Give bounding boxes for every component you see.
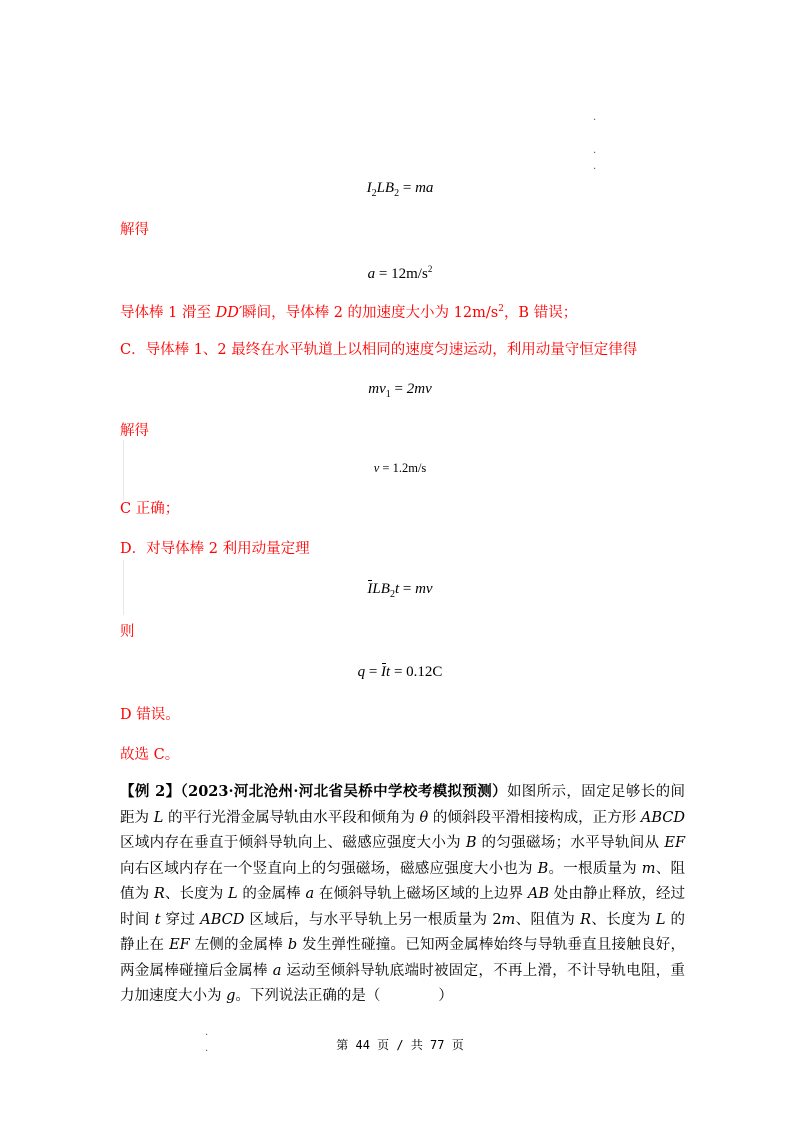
text-segment: 在倾斜导轨上磁场区域的上边界 [314,886,528,902]
eq-value: 1.2m/s [392,461,427,475]
text-symbol: EF [169,937,190,953]
line-answer: 故选 C。 [120,747,180,763]
eq-operator: = [390,381,407,397]
text-segment: 左侧的金属棒 [189,937,288,953]
text-segment: 发生弹性碰撞。已知两金属棒始终与导轨垂直且接触良好，两金属棒碰撞后金属棒 [120,937,686,979]
eq-symbol: mv [368,381,386,397]
text-segment: 、长度为 [591,911,656,928]
scan-dot: · [205,1046,209,1057]
text-segment: 区域内存在垂直于倾斜导轨向上、磁感应强度大小为 [120,835,466,851]
text-symbol: ABCD [200,911,245,928]
eq-subscript: 2 [371,188,377,199]
text-segment: 、阻值为 [120,860,686,902]
text-superscript: 2 [498,304,504,314]
text-segment: ，B 错误； [503,304,578,321]
eq-operator: = [379,461,393,475]
eq-operator: = [375,266,392,282]
page-footer: 第 44 页 / 共 77 页 [336,1038,464,1052]
text-symbol: B [537,860,549,877]
eq-symbol: L [376,180,385,196]
text-segment: 的金属棒 [237,886,306,902]
eq-operator: = [365,664,382,680]
text-segment: 的平行光滑金属导轨由水平段和倾角为 [163,809,420,826]
equation-momentum [0,379,800,405]
eq-subscript: 1 [385,389,391,400]
text-symbol: a [305,886,315,902]
eq-symbol: I [366,180,372,196]
label-solve: 解得 [120,423,149,439]
text-segment: 的倾斜段平滑相接构成，正方形 [428,809,641,826]
text-symbol: L [655,911,666,928]
text-segment: 如图所示，固定足够长的间距为 [120,784,685,826]
text-segment: 向右区域内存在一个竖直向上的匀强磁场，磁感应强度大小也为 [120,860,538,877]
eq-value: 12m/s [391,266,428,282]
eq-superscript: 2 [427,264,433,274]
equation-velocity [0,458,800,478]
text-symbol: m [501,911,516,928]
equation-acceleration [0,259,800,284]
scan-dot: · [593,164,597,175]
text-segment: 的匀强磁场；水平导轨间从 [476,835,665,851]
text-segment: 运动至倾斜导轨底端时被固定，不再上滑，不计导轨电阻，重力加速度大小为 [120,962,685,1004]
text-segment: 。一根质量为 [548,860,642,877]
scan-dot: · [593,115,597,126]
eq-symbol-average: I [381,664,387,680]
eq-symbol: t [386,664,391,680]
eq-symbol: 2mv [406,381,432,397]
eq-symbol: a [367,266,376,282]
text-symbol: a [272,962,282,979]
line-option-b [120,299,577,323]
eq-value: 0.12C [406,664,443,680]
text-symbol: R [153,886,165,902]
text-segment: 的静止在 [120,911,686,953]
eq-symbol: B [384,180,395,196]
eq-operator: = [399,581,416,597]
text-symbol: b [287,937,298,953]
line-d-wrong: D 错误。 [120,707,180,723]
text-symbol: L [153,809,164,826]
equation-charge [0,662,800,682]
text-symbol: g [226,988,236,1004]
line-c-correct: C 正确； [120,501,180,517]
text-symbol: θ [419,809,429,826]
scan-dot: · [593,148,597,159]
text-symbol: m [641,860,656,877]
equation-impulse [0,579,800,605]
text-segment: 、长度为 [164,886,229,902]
line-option-d: D．对导体棒 2 利用动量定理 [120,541,310,557]
text-segment: 导体棒 1 滑至 [120,304,216,321]
text-segment: 穿过 [160,911,201,928]
eq-symbol: v [373,461,380,475]
line-option-c: C．导体棒 1、2 最终在水平轨道上以相同的速度匀速运动，利用动量守恒定律得 [120,342,638,358]
eq-operator: = [390,664,407,680]
eq-subscript: 2 [389,589,395,600]
text-segment: 、阻值为 [515,911,581,928]
scan-dot: · [205,1030,209,1041]
text-symbol: B [465,835,477,851]
text-symbol: L [228,886,238,902]
text-symbol: EF [664,835,686,851]
eq-subscript: 2 [394,188,400,199]
eq-operator: = [399,180,416,196]
text-segment: 区域后，与水平导轨上另一根质量为 2 [244,911,502,928]
eq-symbol: t [394,581,400,597]
eq-symbol: LB [372,581,390,597]
label-solve: 解得 [120,222,149,238]
label-then: 则 [120,624,135,640]
text-segment: 处由静止释放，经过时间 [120,886,686,928]
text-symbol: AB [527,886,550,902]
text-segment: 。下列说法正确的是（ ） [235,988,453,1004]
text-symbol: t [154,911,161,928]
eq-symbol-average: I [367,581,373,597]
text-symbol: DD′ [215,304,243,321]
example-problem [120,779,685,1010]
example-heading: 【例 2】（2023·河北沧州·河北省吴桥中学校考模拟预测） [120,783,507,800]
eq-symbol: q [357,664,366,680]
equation-force [0,178,800,204]
text-symbol: R [580,911,592,928]
eq-symbol: mv [415,581,433,597]
text-segment: 瞬间，导体棒 2 的加速度大小为 12m/s [242,304,499,321]
eq-symbol: ma [415,180,434,196]
text-symbol: ABCD [640,809,686,826]
